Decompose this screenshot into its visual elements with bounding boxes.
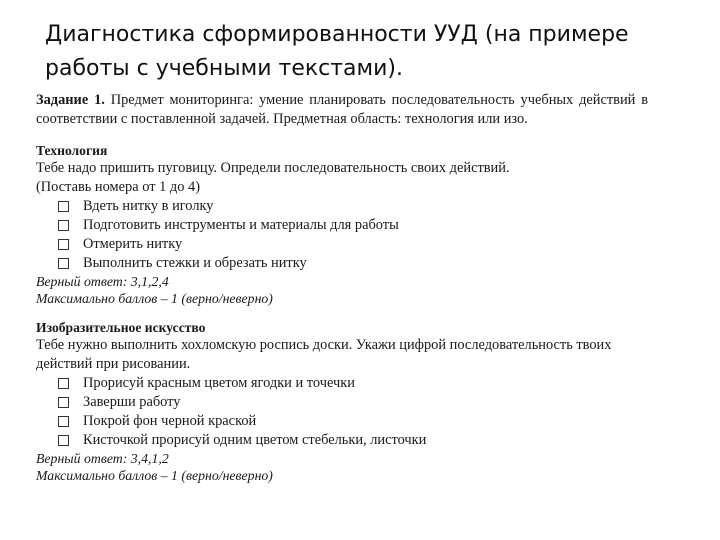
task-text: Предмет мониторинга: умение планировать последовательность учебных действий в соответствии с поставленной задачей. Предметная область: технология или изо. bbox=[36, 92, 648, 127]
option-label: Заверши работу bbox=[83, 394, 181, 410]
technology-options bbox=[36, 197, 648, 273]
option-label: Покрой фон черной краской bbox=[83, 413, 257, 429]
checkbox-icon bbox=[58, 435, 69, 446]
option-label: Подготовить инструменты и материалы для работы bbox=[83, 217, 399, 233]
list-item bbox=[58, 254, 648, 273]
technology-section bbox=[36, 142, 648, 307]
checkbox-icon bbox=[58, 416, 69, 427]
checkbox-icon bbox=[58, 397, 69, 408]
option-label: Выполнить стежки и обрезать нитку bbox=[83, 255, 307, 271]
art-options bbox=[36, 374, 648, 450]
list-item bbox=[58, 235, 648, 254]
checkbox-icon bbox=[58, 378, 69, 389]
technology-prompt: Тебе надо пришить пуговицу. Определи последовательность своих действий. bbox=[36, 160, 510, 176]
option-label: Вдеть нитку в иголку bbox=[83, 198, 214, 214]
art-section bbox=[36, 319, 648, 484]
art-answer: Верный ответ: 3,4,1,2 bbox=[36, 451, 169, 466]
art-heading: Изобразительное искусство bbox=[36, 320, 206, 335]
list-item bbox=[58, 197, 648, 216]
option-label: Кисточкой прорисуй одним цветом стебельки, листочки bbox=[83, 432, 427, 448]
art-score: Максимально баллов – 1 (верно/неверно) bbox=[36, 468, 273, 483]
checkbox-icon bbox=[58, 258, 69, 269]
list-item bbox=[58, 431, 648, 450]
task-description bbox=[36, 91, 648, 128]
list-item bbox=[58, 216, 648, 235]
checkbox-icon bbox=[58, 239, 69, 250]
checkbox-icon bbox=[58, 220, 69, 231]
option-label: Отмерить нитку bbox=[83, 236, 183, 252]
technology-heading: Технология bbox=[36, 143, 108, 158]
list-item bbox=[58, 374, 648, 393]
option-label: Прорисуй красным цветом ягодки и точечки bbox=[83, 375, 355, 391]
technology-answer: Верный ответ: 3,1,2,4 bbox=[36, 274, 169, 289]
list-item bbox=[58, 393, 648, 412]
slide-title: Диагностика сформированности УУД (на примере работы с учебными текстами). bbox=[45, 22, 629, 81]
task-label: Задание 1. bbox=[36, 92, 105, 108]
art-prompt: Тебе нужно выполнить хохломскую роспись доски. Укажи цифрой последовательность твоих действий при рисовании. bbox=[36, 337, 612, 372]
list-item bbox=[58, 412, 648, 431]
scanned-document bbox=[36, 91, 648, 484]
technology-instruction: (Поставь номера от 1 до 4) bbox=[36, 179, 201, 195]
technology-score: Максимально баллов – 1 (верно/неверно) bbox=[36, 291, 273, 306]
checkbox-icon bbox=[58, 201, 69, 212]
